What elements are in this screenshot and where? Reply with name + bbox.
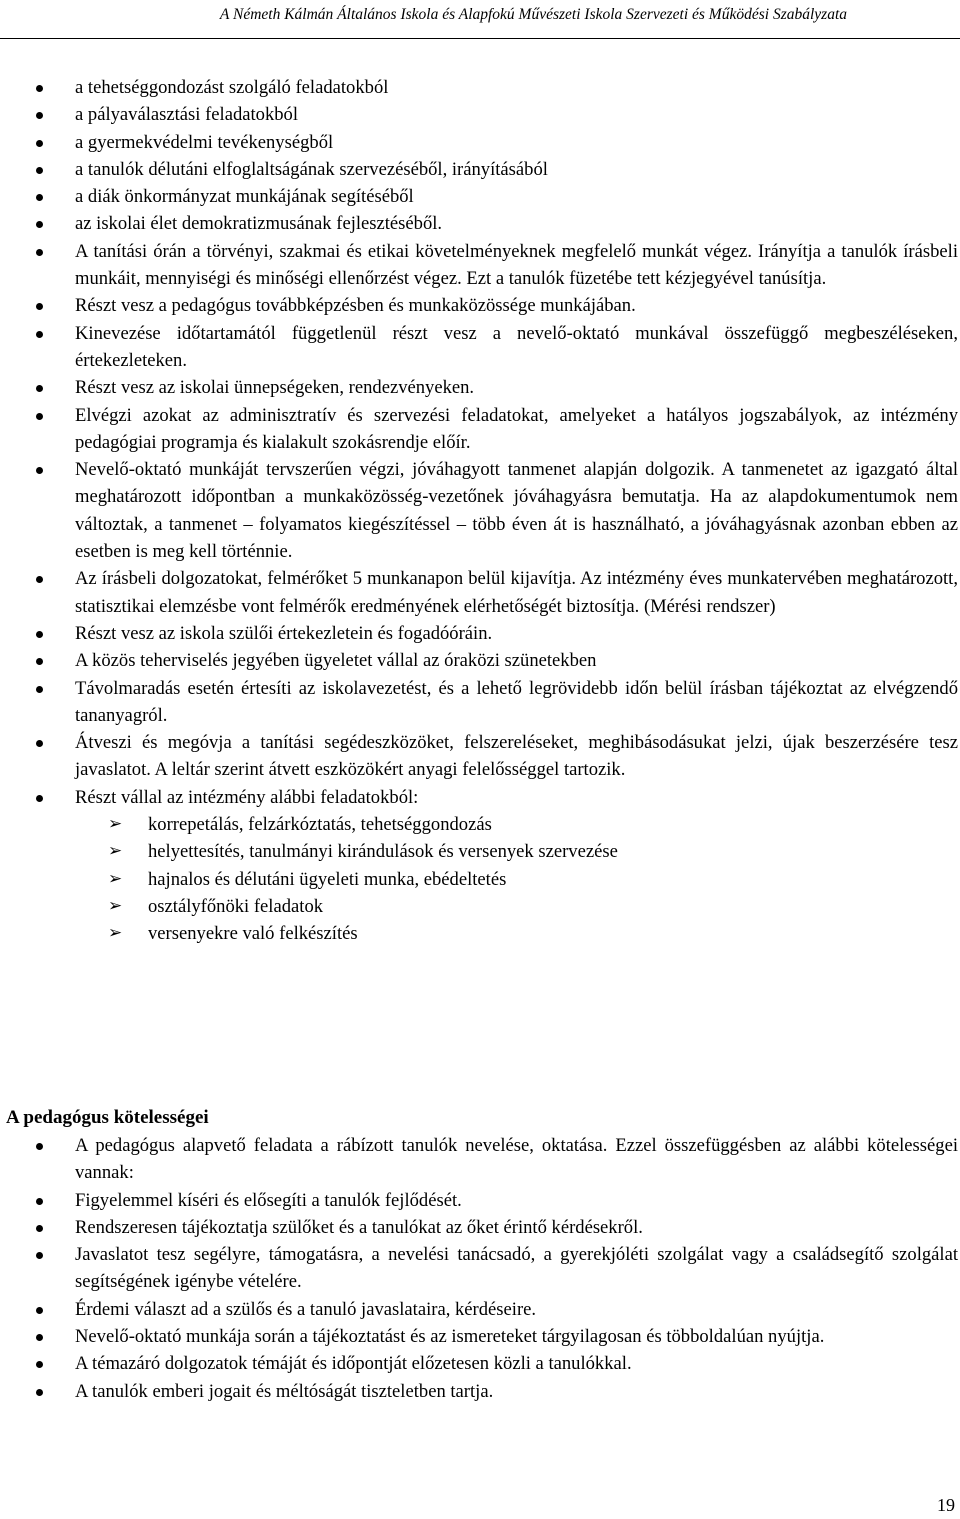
list-item: Nevelő-oktató munkáját tervszerűen végzi, jóváhagyott tanmenet alapján dolgozik. A tanmenetet az igazgató által meghatározott időpontban a munkaközösség-vezetőnek jóváhagyásra bemutatja. Ha az alapdokumentumok nem változtak, a tanmenet – folyamatos kiegészítéssel – több éven át is használható, a jóváhagyásnak azonban ebben az esetben is meg kell történnie. (0, 456, 958, 565)
obligations-list (0, 1132, 960, 1405)
list-item: Részt vesz az iskola szülői értekezletein és fogadóóráin. (0, 620, 958, 647)
list-item: A témazáró dolgozatok témáját és időpontját előzetesen közli a tanulókkal. (0, 1350, 958, 1377)
page-header (0, 0, 960, 39)
tasks-sublist (75, 811, 958, 947)
list-item: A pedagógus alapvető feladata a rábízott tanulók nevelése, oktatása. Ezzel összefüggésben az alábbi kötelességei vannak: (0, 1132, 958, 1187)
list-item: Nevelő-oktató munkája során a tájékoztatást és az ismereteket tárgyilagosan és többoldalúan nyújtja. (0, 1323, 958, 1350)
sublist-item: ➢ korrepetálás, felzárkóztatás, tehetséggondozás (75, 811, 958, 838)
list-item: a pályaválasztási feladatokból (0, 101, 958, 128)
sublist-item: ➢ versenyekre való felkészítés (75, 920, 958, 947)
section-title: A pedagógus kötelességei (6, 1107, 209, 1128)
list-item: Részt vesz a pedagógus továbbképzésben és munkaközössége munkájában. (0, 292, 958, 319)
list-item: Elvégzi azokat az adminisztratív és szervezési feladatokat, amelyeket a hatályos jogszabályok, az intézmény pedagógiai programja és kialakult szokásrendje előír. (0, 402, 958, 457)
list-item: a gyermekvédelmi tevékenységből (0, 129, 958, 156)
list-item: Részt vesz az iskolai ünnepségeken, rendezvényeken. (0, 374, 958, 401)
list-item: Rendszeresen tájékoztatja szülőket és a tanulókat az őket érintő kérdésekről. (0, 1214, 958, 1241)
sublist-item: ➢ hajnalos és délutáni ügyeleti munka, ebédeltetés (75, 866, 958, 893)
page-number: 19 (937, 1495, 955, 1515)
list-item: Kinevezése időtartamától függetlenül részt vesz a nevelő-oktató munkával összefüggő megbeszéléseken, értekezleteken. (0, 320, 958, 375)
sublist-item: ➢ osztályfőnöki feladatok (75, 893, 958, 920)
list-item: az iskolai élet demokratizmusának fejlesztéséből. (0, 210, 958, 237)
list-item: Az írásbeli dolgozatokat, felmérőket 5 munkanapon belül kijavítja. Az intézmény éves munkatervében meghatározott, statisztikai elemzésbe vont felmérők eredményének elérhetőségét biztosítja. (Mérési rendszer) (0, 565, 958, 620)
list-item: A közös teherviselés jegyében ügyeletet vállal az óraközi szünetekben (0, 647, 958, 674)
sublist-item: ➢ helyettesítés, tanulmányi kirándulások és versenyek szervezése (75, 838, 958, 865)
list-item: Átveszi és megóvja a tanítási segédeszközöket, felszereléseket, meghibásodásukat jelzi, újak beszerzésére tesz javaslatot. A leltár szerint átvett eszközökért anyagi felelősséggel tartozik. (0, 729, 958, 784)
list-item: A tanulók emberi jogait és méltóságát tiszteletben tartja. (0, 1378, 958, 1405)
duties-list (0, 74, 960, 948)
list-item-tasks (0, 784, 958, 948)
list-item-label: Részt vállal az intézmény alábbi feladatokból: (75, 786, 419, 808)
list-item: Érdemi választ ad a szülős és a tanuló javaslataira, kérdéseire. (0, 1296, 958, 1323)
header-title: A Németh Kálmán Általános Iskola és Alapfokú Művészeti Iskola Szervezeti és Működési Szabályzata (219, 6, 847, 23)
list-item: Figyelemmel kíséri és elősegíti a tanulók fejlődését. (0, 1187, 958, 1214)
list-item: Távolmaradás esetén értesíti az iskolavezetést, és a lehető legrövidebb időn belül írásban tájékoztat az elvégzendő tananyagról. (0, 675, 958, 730)
list-item: a tehetséggondozást szolgáló feladatokból (0, 74, 958, 101)
list-item: Javaslatot tesz segélyre, támogatásra, a nevelési tanácsadó, a gyerekjóléti szolgálat vagy a családsegítő szolgálat segítségének igénybe vételére. (0, 1241, 958, 1296)
list-item: a tanulók délutáni elfoglaltságának szervezéséből, irányításából (0, 156, 958, 183)
list-item: a diák önkormányzat munkájának segítéséből (0, 183, 958, 210)
list-item: A tanítási órán a törvényi, szakmai és etikai követelményeknek megfelelő munkát végez. Irányítja a tanulók írásbeli munkáit, mennyiségi és minőségi ellenőrzést végez. Ezt a tanulók füzetébe tett kézjegyével tanúsítja. (0, 238, 958, 293)
